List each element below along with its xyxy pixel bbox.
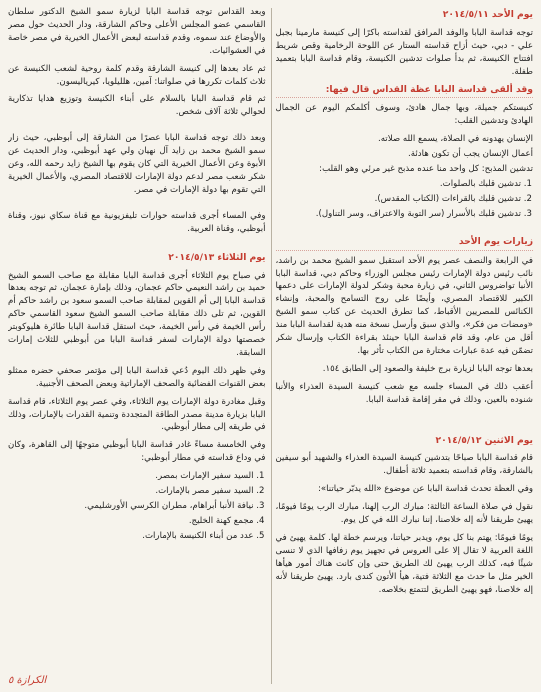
paragraph: كنيستكم جميلة، وبها جمال هادئ، وسوف أكلمكم اليوم عن الجمال الهادئ وتدشين القلب: xyxy=(275,103,533,127)
list-item: 4. مجمع كهنة الخليج. xyxy=(8,515,254,528)
sermon-line: تدشين المذبح: كل واحد منا عنده مذبح غير مرئي وهو القلب: xyxy=(319,164,533,175)
paragraph: وقبل مغادرة دولة الإمارات يوم الثلاثاء، وفي عصر يوم الثلاثاء، قام قداسة البابا بزيارة مدينة مصدر الطاقة المتجددة وتنمية القدرات بالإمارات، وذلك في طريقه إلى مطار أبوظبي. xyxy=(8,396,266,433)
date-heading-sunday: يوم الأحد ٢٠١٤/٥/١١ xyxy=(442,9,533,20)
farewell-list xyxy=(8,470,266,543)
paragraph: يومًا فيومًا: يهتم بنا كل يوم، ويدبر حياتنا، ويرسم خطة لها. كلمة يهيئ في اللغة العربية لا تقال إلا على العروس في تجهيز يوم زفافها الذي لا تنسى شيئًا فيه، كذلك الرب يهيئ لك الطريق حتى وإن كانت هناك أمور هيأها الخير مثل ما حدث مع الثلاثة فتية، هيأ الأتون كندى بارد. يهيئ طريقنا لأنه إله خلاصنا، فهو يهيئ الطريق لتتمتع بخلاصه. xyxy=(275,533,533,595)
paragraph: أعقب ذلك في المساء جلسه مع شعب كنيسة السيدة العذراء والأنبا شنوده بالعين، وذلك في مقر إقامة قداسة البابا. xyxy=(275,381,533,405)
paragraph: قام قداسة البابا صباحًا بتدشين كنيسة السيدة العذراء والشهيد أبو سيفين بالشارقة، وقام قداسته بتعميد ثلاثة أطفال. xyxy=(275,453,533,477)
list-item: 2. السيد سفير مصر بالإمارات. xyxy=(8,485,254,498)
sermon-heading: وقد ألقى قداسة البابا عظة القداس قال فيها: xyxy=(276,84,534,99)
list-item: 2. تدشين قلبك بالقراءات (الكتاب المقدس). xyxy=(276,193,522,206)
list-item: 3. تدشين قلبك بالأسرار (سر التوبة والاعتراف، وسر التناول). xyxy=(276,208,522,221)
left-column xyxy=(8,6,266,686)
paragraph: وفي العظة تحدث قداسة البابا عن موضوع «الله يدبّر حياتنا»: xyxy=(317,484,533,495)
paragraph: ثم قام قداسة البابا بالسلام على أبناء الكنيسة وتوزيع هدايا تذكارية لحوالي ثلاثة آلاف شخص. xyxy=(8,94,266,118)
visits-heading: زيارات يوم الأحد xyxy=(276,236,534,251)
sermon-line: الإنسان يهدونه في الصلاة، يسمع الله صلاته. xyxy=(377,134,533,145)
list-item: 1. السيد سفير الإمارات بمصر. xyxy=(8,470,254,483)
sermon-line: أعمال الإنسان يجب أن تكون هادئة. xyxy=(408,149,533,160)
sermon-list xyxy=(276,178,534,221)
paragraph: وبعد ذلك توجه قداسة البابا عصرًا من الشارقة إلى أبوظبي، حيث زار سمو الشيخ محمد بن زايد آل نهيان ولي عهد أبوظبي، ودار الحديث عن الأبوة وعن الأعمال الخيرية التي كان يقوم بها الشيخ زايد رحمه الله، وعن شكر شعب مصر لدعم دولة الإمارات للاقتصاد المصري، والأعمال الخيرية التي تقوم بها دولة الإمارات في مصر. xyxy=(8,133,266,195)
two-column-layout xyxy=(8,6,533,686)
paragraph: وفي المساء أجرى قداسته حوارات تليفزيونية مع قناة سكاي نيوز، وقناة أبوظبي، وقناة العربية. xyxy=(8,210,266,234)
paragraph: بعدها توجه البابا لزيارة برج خليفة والصعود إلى الطابق ١٥٤. xyxy=(322,363,533,374)
paragraph: في صباح يوم الثلاثاء أجرى قداسة البابا مقابلة مع صاحب السمو الشيخ حميد بن راشد النعيمي حاكم عجمان، وذلك بإمارة عجمان، ثم توجه بعدها قداسة البابا إلى أم القوين لمقابلة صاحب السمو سعود بن راشد حاكم أم القوين، ثم تلى ذلك مقابلة صاحب السمو الشيخ سعود القاسمي حاكم رأس الخيمة في رأس الخيمة، حيث استقل قداسة البابا طائرة هليوكوبتر خصصتها دولة الإمارات لسفر قداسة البابا من أبوظبي للثلاث إمارات السابقة. xyxy=(8,270,266,358)
list-item: 1. تدشين قلبك بالصلوات. xyxy=(276,178,522,191)
list-item: 3. نيافة الأنبا أبراهام، مطران الكرسي الأورشليمي. xyxy=(8,500,254,513)
date-heading-monday: يوم الاثنين ٢٠١٤/٥/١٢ xyxy=(435,434,533,446)
list-item: 5. عدد من أبناء الكنيسة بالإمارات. xyxy=(8,530,254,543)
right-column xyxy=(276,6,534,686)
paragraph: وفي الخامسة مساءً غادر قداسة البابا أبوظبي متوجهًا إلى القاهرة، وكان في وداع قداسته في مطار أبوظبي: xyxy=(8,440,266,464)
paragraph: في الرابعة والنصف عصر يوم الأحد استقبل سمو الشيخ محمد بن راشد، نائب رئيس دولة الإمارات رئيس مجلس الوزراء وحاكم دبي، قداسة البابا الأنبا تواضروس الثاني، في زيارة محبة وشكر لدولة الإمارات على دعمها الكبير للاقتصاد المصري، وأيضًا على روح التسامح والمحبة، وإنشاء الكنائس للمصريين الأقباط، كما تطرق الحديث عن كتاب سمو الشيخ «ومضات من فكر»، والذي سبق وأرسل نسخة منه هدية لقداسة البابا منذ أقل من عام، وقد قام قداسة البابا حينئذ بقراءة الكتاب وإرسال شكر تضمّن فيه عدة عبارات مختارة من الكتاب تأثر بها. xyxy=(275,255,533,356)
date-heading-tuesday: يوم الثلاثاء ٢٠١٤/٥/١٣ xyxy=(168,251,266,263)
paragraph: توجه قداسة البابا والوفد المرافق لقداسته باكرًا إلى كنيسة مارمينا بجبل علي - دبي، حيث أزاح قداسته الستار عن اللوحة الرخامية وقص شريط افتتاح الكنيسة، ثم بدأ صلوات تدشين الكنيسة، وقام قداسة البابا بتعميد طفلة. xyxy=(275,27,533,77)
paragraph: وفي ظهر ذلك اليوم دُعي قداسة البابا إلى مؤتمر صحفي حضره ممثلو بعض القنوات الفضائية والصحف الإماراتية وبعض الصحف الأجنبية. xyxy=(8,365,266,389)
page-number-mark: الكرازة ٥ xyxy=(8,675,47,686)
paragraph: وبعد القداس توجه قداسة البابا لزيارة سمو الشيخ الدكتور سلطان القاسمي عضو المجلس الأعلى وحاكم الشارقة، ودار الحديث حول مصر والأوضاع عند سموه، وقدم قداسته لبعض الأعمال الخيرية في مصر خاصة في العشوائيات. xyxy=(8,7,266,56)
paragraph: نقول في صلاة الساعة الثالثة: مبارك الرب إلهنا، مبارك الرب يومًا فيومًا، يهيئ طريقنا لأنه إله خلاصنا، إننا نبارك الله في كل يوم. xyxy=(275,502,533,526)
paragraph: ثم عاد بعدها إلى كنيسة الشارقة وقدم كلمة روحية لشعب الكنيسة عن ثلاث كلمات تكررها في صلواتنا: آمين، هلليلويا، كيرياليسون. xyxy=(8,63,266,87)
